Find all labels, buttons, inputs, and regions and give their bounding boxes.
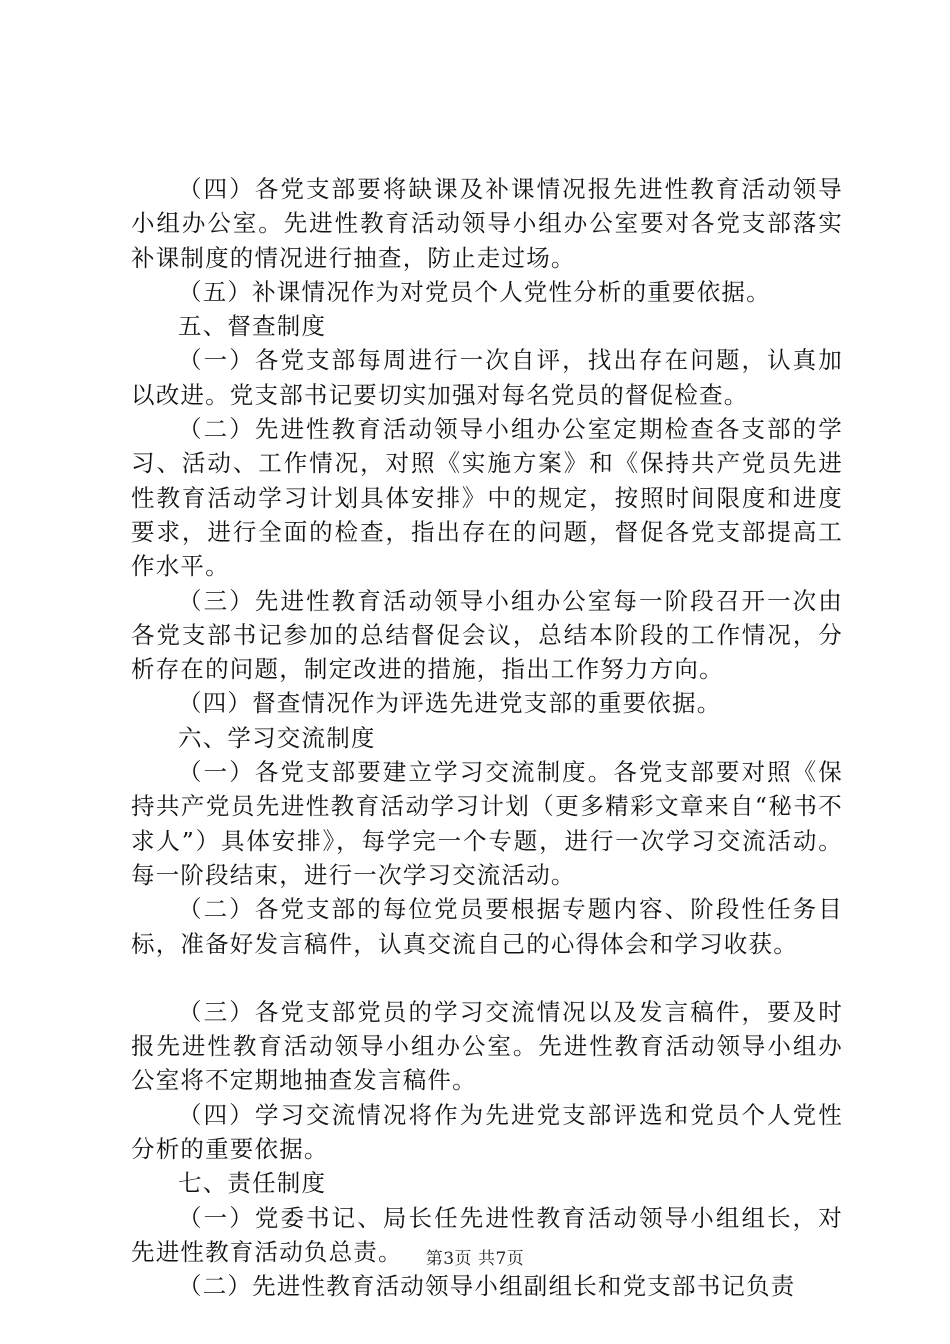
- paragraph-supervision-4: （四）督查情况作为评选先进党支部的重要依据。: [178, 689, 722, 718]
- section-heading-supervision: 五、督查制度: [178, 312, 327, 341]
- paragraph-study-exchange-4: （四）学习交流情况将作为先进党支部评选和党员个人党性分析的重要依据。: [131, 1100, 843, 1164]
- section-heading-responsibility: 七、责任制度: [178, 1169, 327, 1198]
- paragraph-supervision-1: （一）各党支部每周进行一次自评，找出存在问题，认真加以改进。党支部书记要切实加强对每名党员的督促检查。: [131, 346, 843, 409]
- paragraph-bucke-4: （四）各党支部要将缺课及补课情况报先进性教育活动领导小组办公室。先进性教育活动领导小组办公室要对各党支部落实补课制度的情况进行抽查，防止走过场。: [131, 175, 843, 272]
- paragraph-study-exchange-3: （三）各党支部党员的学习交流情况以及发言稿件，要及时报先进性教育活动领导小组办公室。先进性教育活动领导小组办公室将不定期地抽查发言稿件。: [131, 997, 843, 1095]
- paragraph-study-exchange-1: （一）各党支部要建立学习交流制度。各党支部要对照《保持共产党员先进性教育活动学习计划（更多精彩文章来自“秘书不求人”）具体安排》，每学完一个专题，进行一次学习交流活动。每一阶段结束，进行一次学习交流活动。: [131, 758, 843, 889]
- paragraph-responsibility-1: （一）党委书记、局长任先进性教育活动领导小组组长，对先进性教育活动负总责。: [131, 1203, 843, 1266]
- document-body: [131, 172, 843, 1304]
- page-number-footer: 第3页 共7页: [425, 1249, 525, 1269]
- paragraph-supervision-2: （二）先进性教育活动领导小组办公室定期检查各支部的学习、活动、工作情况，对照《实施方案》和《保持共产党员先进性教育活动学习计划具体安排》中的规定，按照时间限度和进度要求，进行全面的检查，指出存在的问题，督促各党支部提高工作水平。: [131, 415, 843, 581]
- paragraph-study-exchange-2: （二）各党支部的每位党员要根据专题内容、阶段性任务目标，准备好发言稿件，认真交流自己的心得体会和学习收获。: [131, 895, 843, 958]
- paragraph-bucke-5: （五）补课情况作为对党员个人党性分析的重要依据。: [178, 277, 771, 306]
- paragraph-supervision-3: （三）先进性教育活动领导小组办公室每一阶段召开一次由各党支部书记参加的总结督促会议，总结本阶段的工作情况，分析存在的问题，制定改进的措施，指出工作努力方向。: [131, 586, 843, 684]
- section-heading-study-exchange: 六、学习交流制度: [178, 723, 376, 752]
- paragraph-responsibility-2: （二）先进性教育活动领导小组副组长和党支部书记负责: [178, 1272, 796, 1301]
- paragraph-gap: [131, 961, 843, 995]
